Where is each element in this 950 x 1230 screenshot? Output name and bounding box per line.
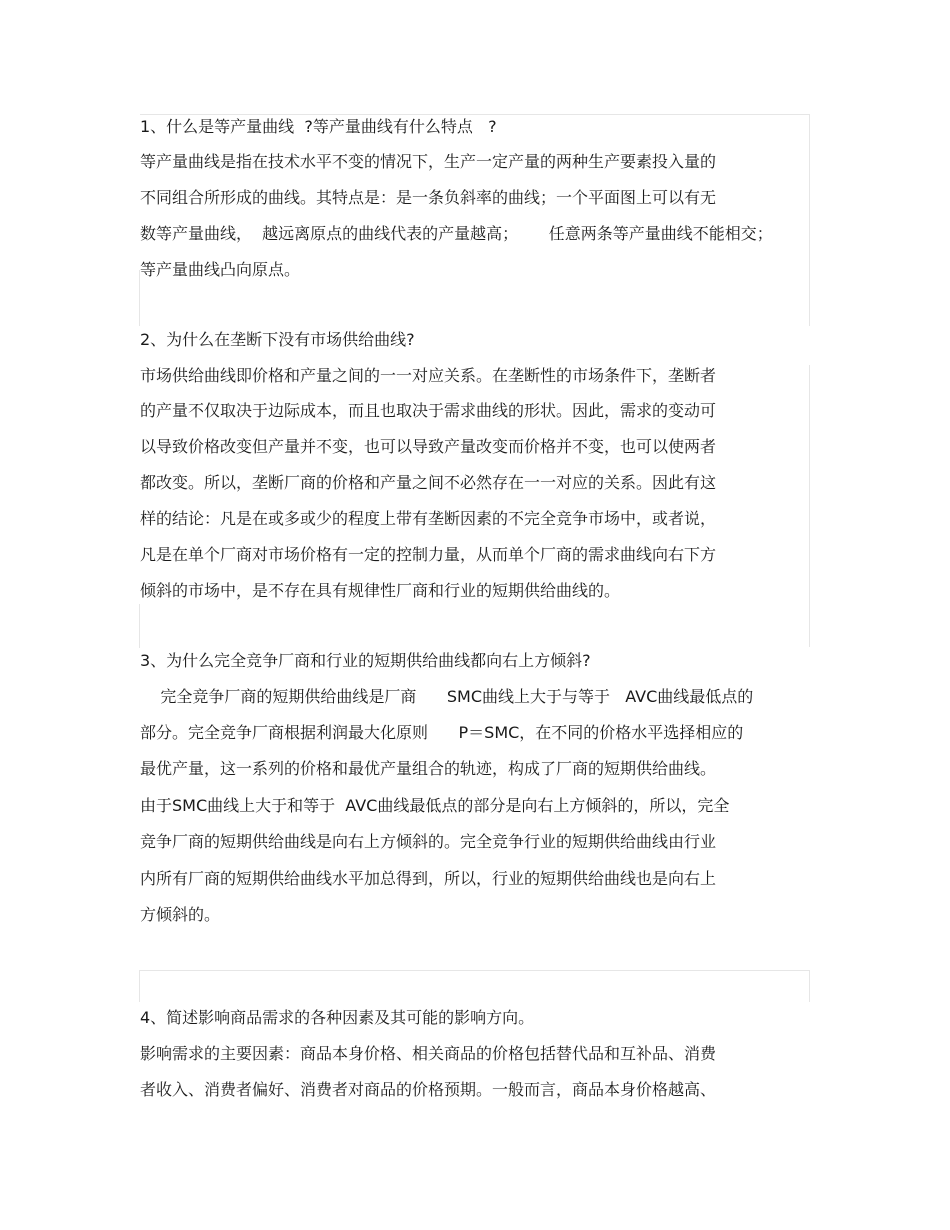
question-2: 2、为什么在垄断下没有市场供给曲线? <box>140 330 415 349</box>
question-1: 1、什么是等产量曲线 ?等产量曲线有什么特点 ? <box>140 117 497 136</box>
answer-3-line-3: 最优产量，这一系列的价格和最优产量组合的轨迹，构成了厂商的短期供给曲线。 <box>140 759 717 778</box>
answer-1-line-1: 等产量曲线是指在技术水平不变的情况下，生产一定产量的两种生产要素投入量的 <box>140 152 717 171</box>
answer-1-line-4: 等产量曲线凸向原点。 <box>140 260 301 279</box>
rule-mid <box>140 970 810 971</box>
answer-3-line-1: 完全竞争厂商的短期供给曲线是厂商 SMC曲线上大于与等于 AVC曲线最低点的 <box>140 687 754 706</box>
answer-4-line-1: 影响需求的主要因素：商品本身价格、相关商品的价格包括替代品和互补品、消费 <box>140 1044 717 1063</box>
answer-2-line-7: 倾斜的市场中，是不存在具有规律性厂商和行业的短期供给曲线的。 <box>140 581 621 600</box>
rule-left-3 <box>139 970 140 1002</box>
answer-3-line-2: 部分。完全竞争厂商根据利润最大化原则 P＝SMC，在不同的价格水平选择相应的 <box>140 723 744 742</box>
answer-4-line-2: 者收入、消费者偏好、消费者对商品的价格预期。一般而言，商品本身价格越高、 <box>140 1080 717 1099</box>
question-3: 3、为什么完全竞争厂商和行业的短期供给曲线都向右上方倾斜? <box>140 651 591 670</box>
rule-right-2 <box>809 365 810 647</box>
answer-2-line-4: 都改变。所以，垄断厂商的价格和产量之间不必然存在一一对应的关系。因此有这 <box>140 473 717 492</box>
rule-left-2 <box>139 604 140 648</box>
answer-2-line-3: 以导致价格改变但产量并不变，也可以导致产量改变而价格并不变，也可以使两者 <box>140 437 717 456</box>
answer-1-line-2: 不同组合所形成的曲线。其特点是：是一条负斜率的曲线；一个平面图上可以有无 <box>140 188 717 207</box>
answer-3-line-4: 由于SMC曲线上大于和等于 AVC曲线最低点的部分是向右上方倾斜的，所以，完全 <box>140 796 730 815</box>
rule-right-3 <box>809 970 810 1002</box>
answer-1-line-3: 数等产量曲线， 越远离原点的曲线代表的产量越高； 任意两条等产量曲线不能相交； <box>140 224 773 243</box>
rule-top <box>140 114 810 115</box>
answer-2-line-2: 的产量不仅取决于边际成本，而且也取决于需求曲线的形状。因此，需求的变动可 <box>140 401 717 420</box>
answer-3-line-5: 竞争厂商的短期供给曲线是向右上方倾斜的。完全竞争行业的短期供给曲线由行业 <box>140 832 717 851</box>
answer-3-line-7: 方倾斜的。 <box>140 905 221 924</box>
answer-3-line-6: 内所有厂商的短期供给曲线水平加总得到，所以，行业的短期供给曲线也是向右上 <box>140 869 717 888</box>
answer-2-line-1: 市场供给曲线即价格和产量之间的一一对应关系。在垄断性的市场条件下，垄断者 <box>140 366 717 385</box>
answer-2-line-6: 凡是在单个厂商对市场价格有一定的控制力量，从而单个厂商的需求曲线向右下方 <box>140 545 717 564</box>
question-4: 4、简述影响商品需求的各种因素及其可能的影响方向。 <box>140 1008 535 1027</box>
answer-2-line-5: 样的结论：凡是在或多或少的程度上带有垄断因素的不完全竞争市场中，或者说， <box>140 509 717 528</box>
rule-right-1 <box>809 114 810 326</box>
